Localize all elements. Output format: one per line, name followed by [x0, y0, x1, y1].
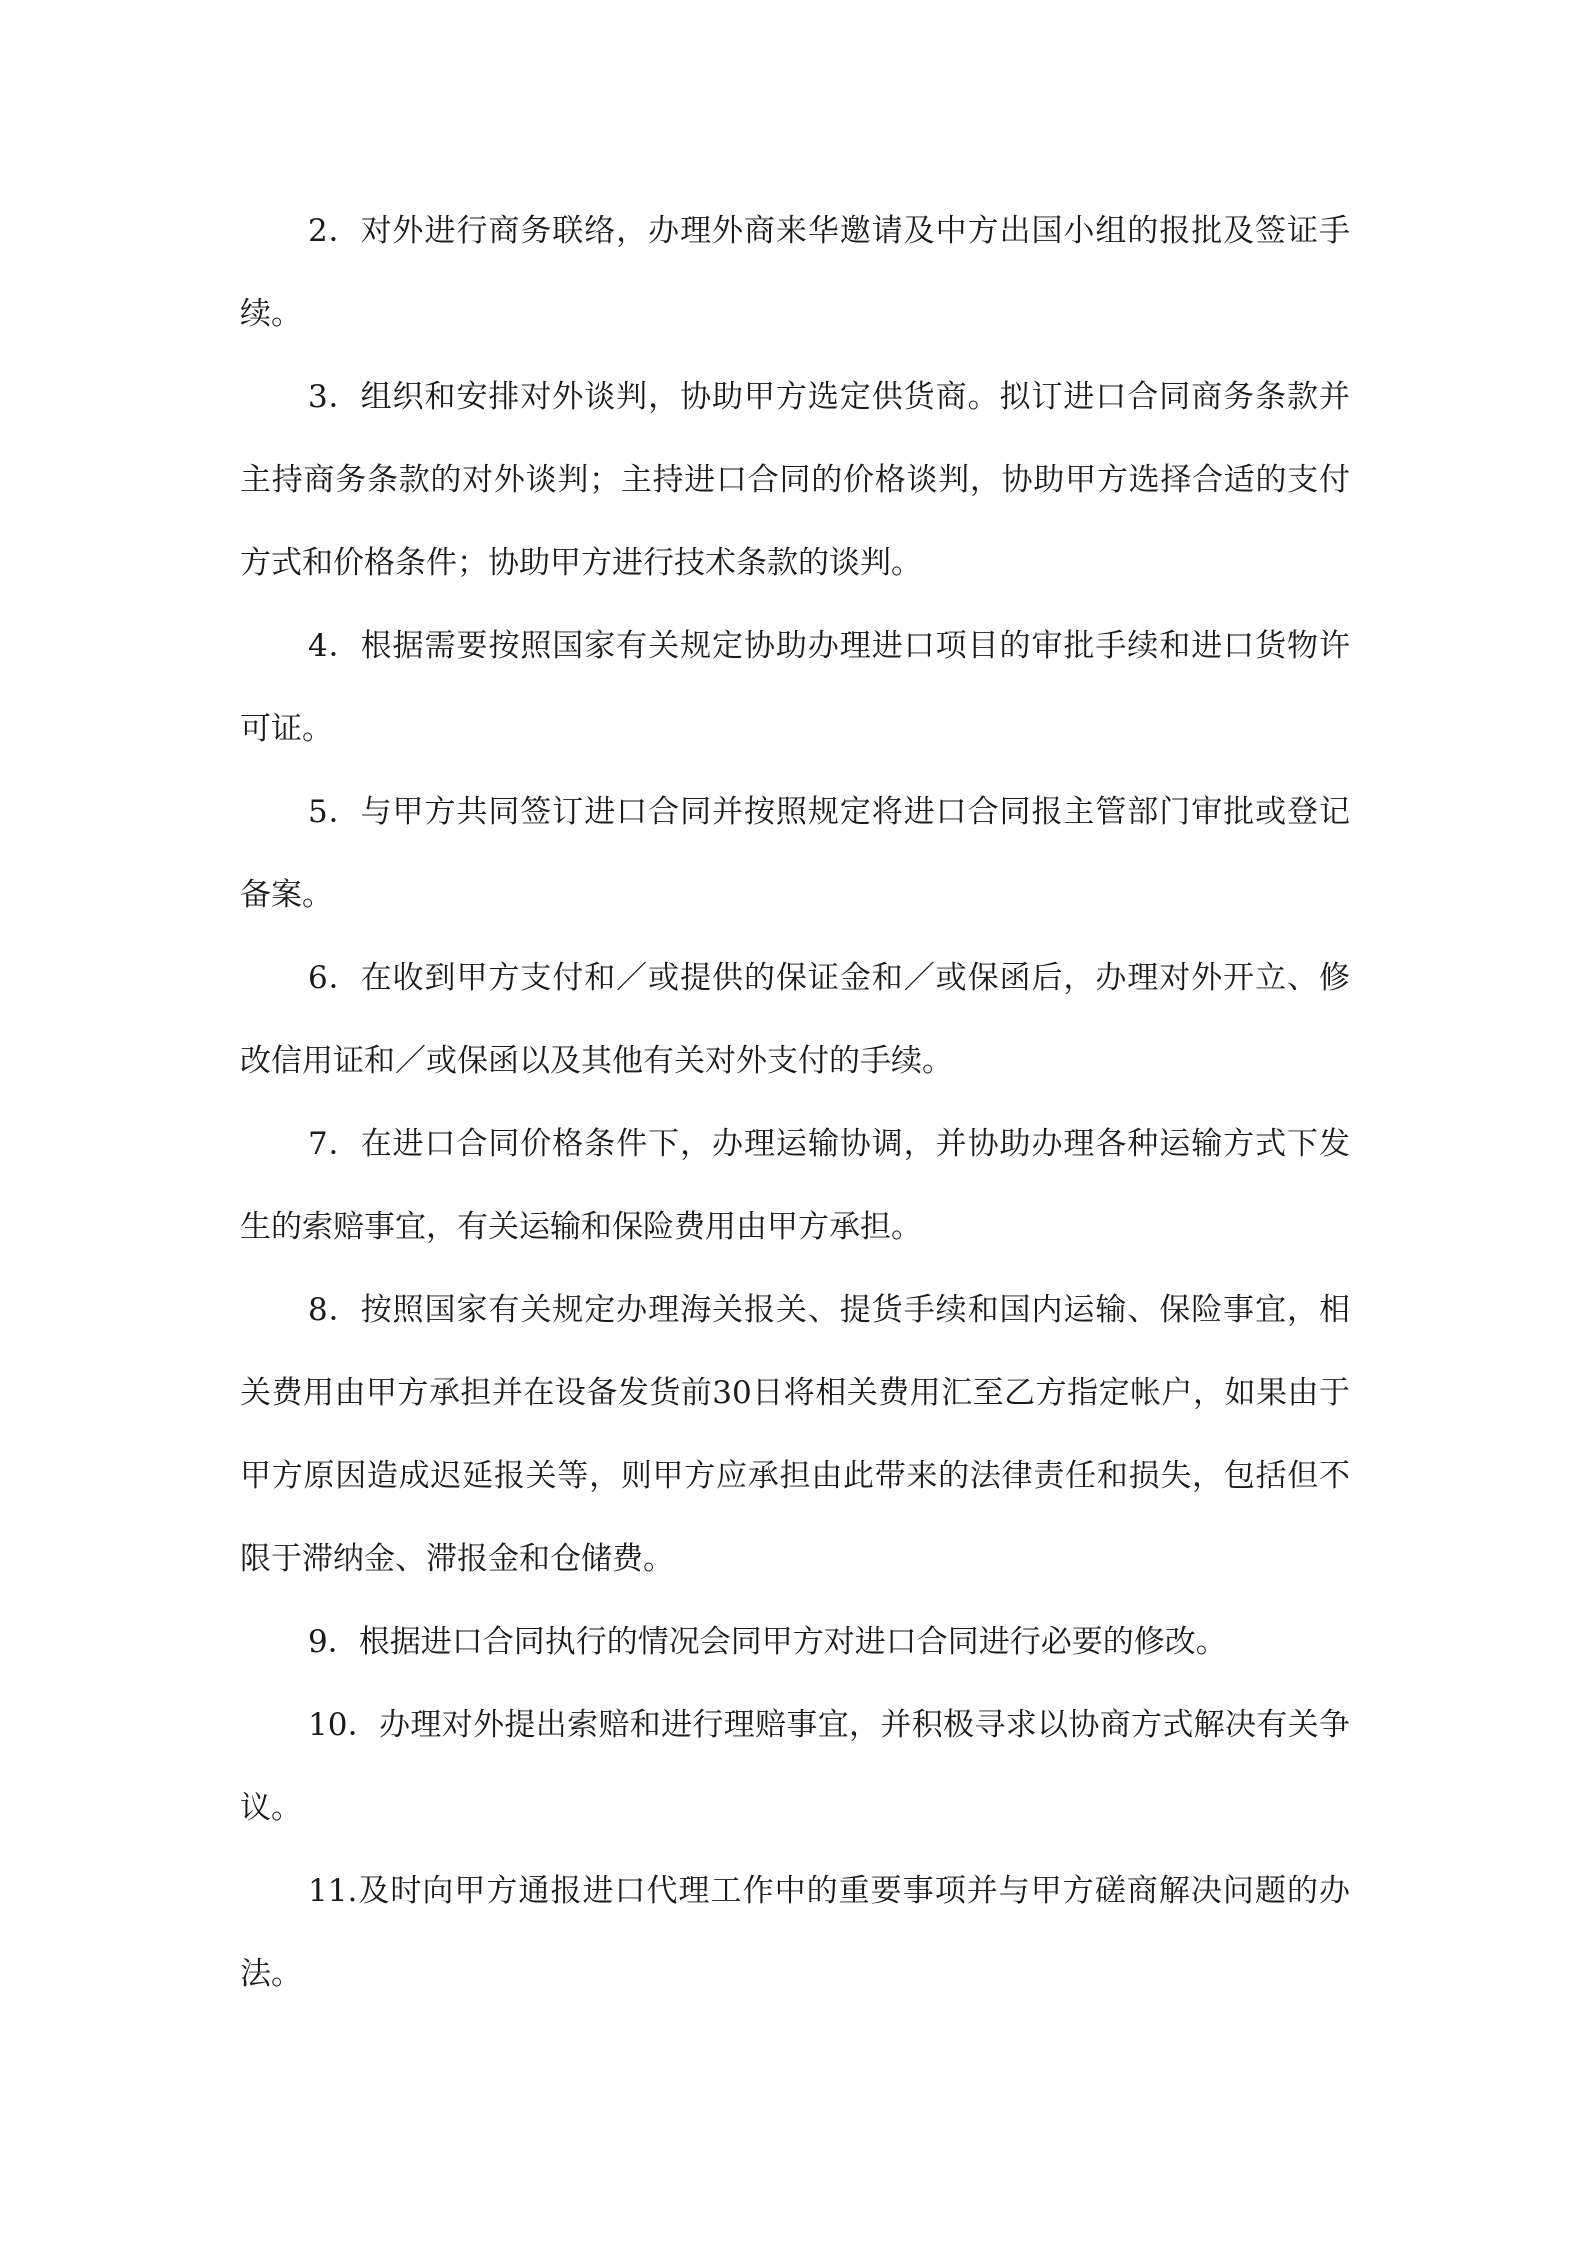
- clause-10: 10．办理对外提出索赔和进行理赔事宜，并积极寻求以协商方式解决有关争议。: [240, 1707, 1350, 1826]
- clause-5: 5．与甲方共同签订进口合同并按照规定将进口合同报主管部门审批或登记备案。: [240, 794, 1350, 913]
- clause-4: 4．根据需要按照国家有关规定协助办理进口项目的审批手续和进口货物许可证。: [240, 628, 1350, 747]
- clause-11: 11.及时向甲方通报进口代理工作中的重要事项并与甲方磋商解决问题的办法。: [240, 1873, 1350, 1992]
- clause-7: 7．在进口合同价格条件下，办理运输协调，并协助办理各种运输方式下发生的索赔事宜，有关运输和保险费用由甲方承担。: [240, 1126, 1350, 1245]
- document-body: [240, 190, 1350, 2016]
- clause-8: 8．按照国家有关规定办理海关报关、提货手续和国内运输、保险事宜，相关费用由甲方承担并在设备发货前30日将相关费用汇至乙方指定帐户，如果由于甲方原因造成迟延报关等，则甲方应承担由此带来的法律责任和损失，包括但不限于滞纳金、滞报金和仓储费。: [240, 1292, 1350, 1577]
- clause-6: 6．在收到甲方支付和／或提供的保证金和／或保函后，办理对外开立、修改信用证和／或保函以及其他有关对外支付的手续。: [240, 960, 1350, 1079]
- clause-2: 2．对外进行商务联络，办理外商来华邀请及中方出国小组的报批及签证手续。: [240, 213, 1350, 332]
- clause-3: 3．组织和安排对外谈判，协助甲方选定供货商。拟订进口合同商务条款并主持商务条款的对外谈判；主持进口合同的价格谈判，协助甲方选择合适的支付方式和价格条件；协助甲方进行技术条款的谈判。: [240, 379, 1350, 581]
- clause-9: 9．根据进口合同执行的情况会同甲方对进口合同进行必要的修改。: [308, 1624, 1227, 1660]
